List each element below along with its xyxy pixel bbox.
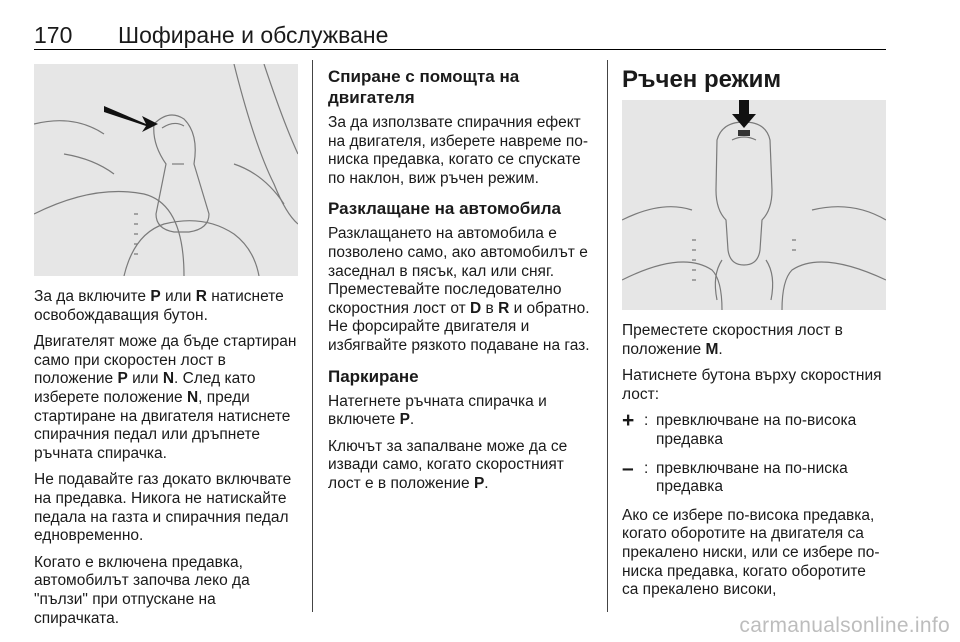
heading-parking: Паркиране: [328, 366, 419, 386]
gear-lever-release-button-illustration: [34, 64, 298, 276]
paragraph-rocking: Разклащането на автомобила е позволено само, ако автомобилът е заседнал в пясък, кал или сняг. Преместевайте последователно скоростния лост от D в R и обратно. Не форсирайте двигателя и избягвайте рязкото подаване на газ.: [328, 225, 590, 354]
manual-lever-drawing: [622, 100, 886, 310]
plus-icon: +: [622, 409, 635, 433]
heading-rocking: Разклащане на автомобила: [328, 199, 561, 219]
upshift-description: превключване на по-висока предавка: [656, 412, 857, 448]
paragraph-move-to-m: Преместете скоростния лост в положение M.: [622, 322, 843, 358]
paragraph-press-button: Натиснете бутона върху скоростния лост:: [622, 367, 882, 403]
minus-icon: –: [622, 456, 634, 480]
paragraph-rpm-note: Ако се избере по-висока предавка, когато оборотите на двигателя са прекалено ниски, или се избере по-ниска предавка, когато оборотите са прекалено високи,: [622, 506, 880, 599]
column-2: [328, 66, 596, 502]
paragraph-engine-braking: За да използвате спирачния ефект на двигателя, изберете навреме по-ниска предавка, когато се спускате по наклон, виж ръчен режим.: [328, 114, 589, 187]
heading-manual-mode: Ръчен режим: [622, 66, 782, 93]
page-header: [34, 22, 886, 52]
column-divider: [607, 60, 608, 612]
column-3: [622, 66, 886, 100]
column-divider: [312, 60, 313, 612]
column-1: [34, 288, 298, 636]
paragraph-engine-start: Двигателят може да бъде стартиран само при скоростен лост в положение P или N. След като изберете положение N, преди стартиране на двигателя натиснете спирачния педал или дръпнете ръчната спирачка.: [34, 333, 297, 462]
page-number: 170: [34, 22, 73, 48]
paragraph-no-throttle: Не подавайте газ докато включвате на предавка. Никога не натискайте педала на газта и спирачния педал едновременно.: [34, 471, 292, 545]
manual-mode-lever-illustration: [622, 100, 886, 310]
page-title: Шофиране и обслужване: [118, 22, 389, 48]
heading-engine-braking: Спиране с помощта на двигателя: [328, 67, 520, 107]
paragraph-creep: Когато е включена предавка, автомобилът започва леко да "пълзи" при отпускане на спирачката.: [34, 553, 250, 627]
arrow-down-icon: [732, 100, 756, 128]
gear-lever-drawing: [34, 64, 298, 276]
paragraph-parking-2: Ключът за запалване може да се извади само, когато скоростният лост е в положение P.: [328, 437, 568, 492]
arrow-icon: [104, 106, 158, 132]
column-3-body: [622, 322, 886, 608]
symbol-row-downshift: – : превключване на по-ниска предавка: [622, 460, 886, 497]
paragraph-release-button: За да включите P или R натиснете освобождаващия бутон.: [34, 288, 284, 324]
watermark: carmanualsonline.info: [739, 614, 950, 637]
paragraph-parking-1: Натегнете ръчната спирачка и включете P.: [328, 392, 547, 429]
symbol-row-upshift: + : превключване на по-висока предавка: [622, 412, 886, 449]
header-rule: [34, 49, 886, 50]
downshift-description: превключване на по-ниска предавка: [656, 459, 848, 496]
shift-button: [738, 130, 750, 136]
